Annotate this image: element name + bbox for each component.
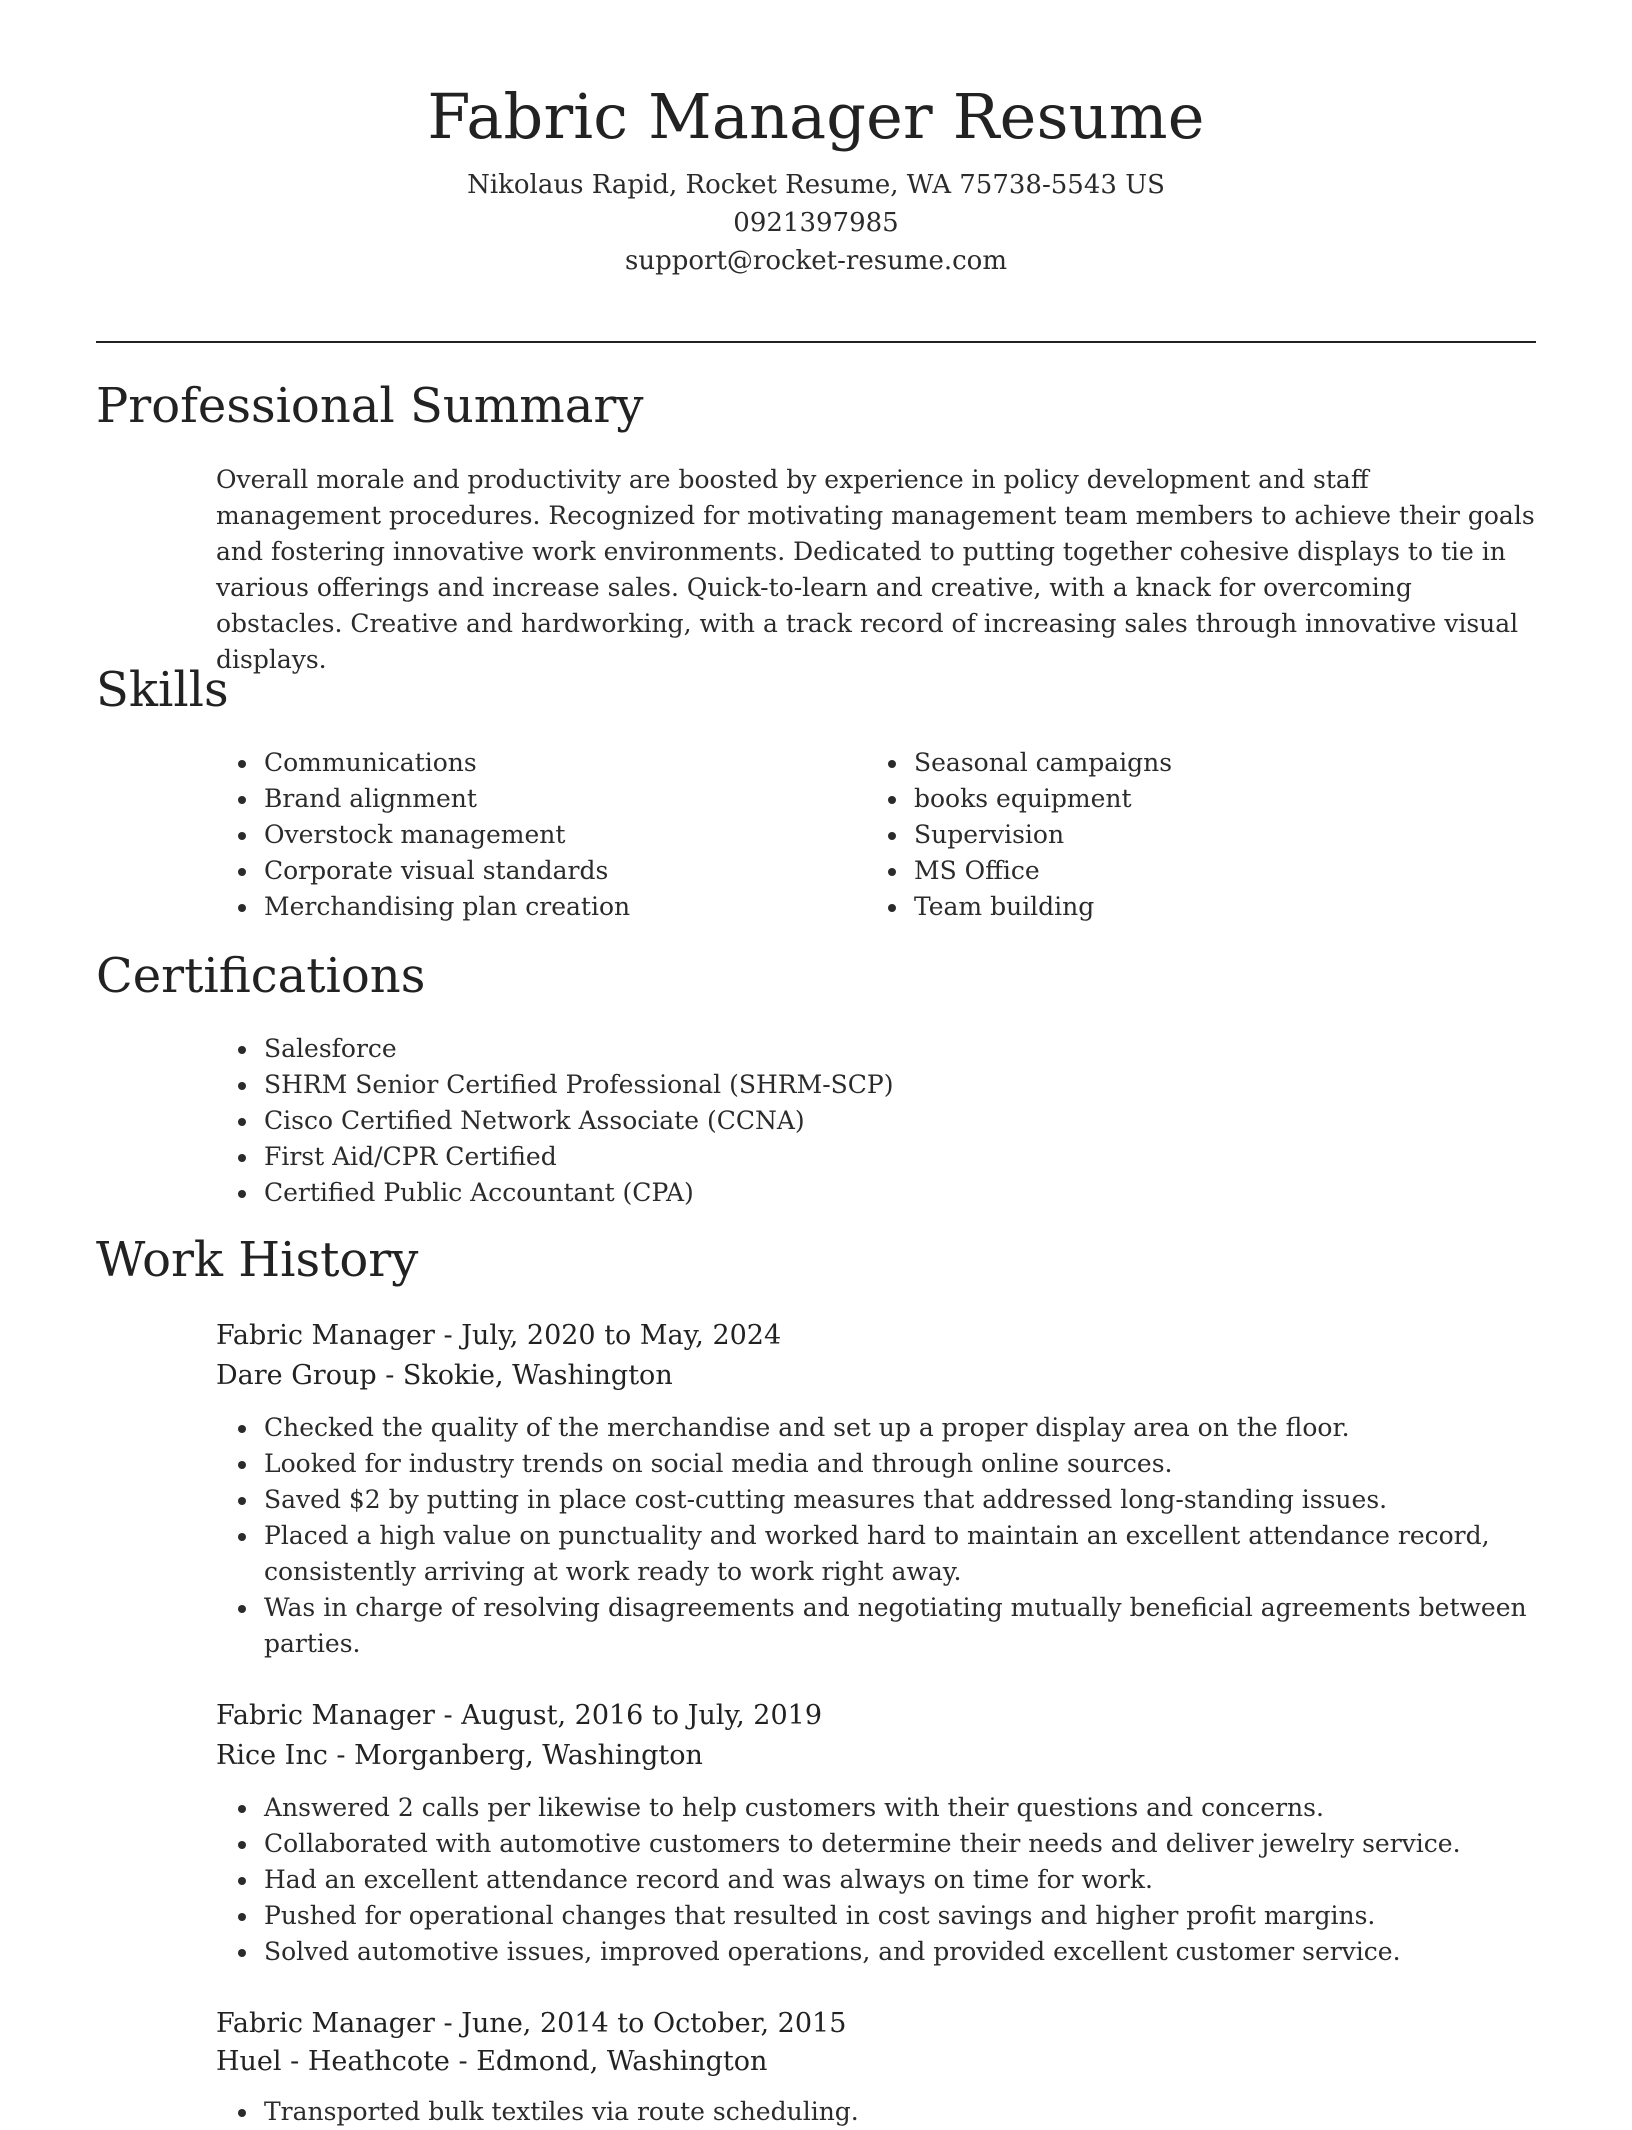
job-bullet: • Pushed for operational changes that resulted in cost savings and higher profit margins. (260, 1898, 1536, 1934)
skills-list-left (216, 745, 836, 925)
skill-item: • Corporate visual standards (260, 853, 836, 889)
job-bullet: • Solved automotive issues, improved operations, and provided excellent customer service. (260, 1934, 1536, 1970)
skill-item: • Seasonal campaigns (910, 745, 1486, 781)
skill-item: • Brand alignment (260, 781, 836, 817)
job-bullet: • Transported bulk textiles via route scheduling. (260, 2094, 1536, 2130)
skills-list-right (866, 745, 1486, 925)
skill-item: • MS Office (910, 853, 1486, 889)
certifications-heading: Certifications (96, 948, 426, 1004)
resume-header (0, 78, 1632, 280)
skill-item: • Supervision (910, 817, 1486, 853)
job-title-line: Fabric Manager - June, 2014 to October, 2015 (216, 2008, 847, 2039)
job-company-line: Huel - Heathcote - Edmond, Washington (216, 2046, 768, 2077)
certification-item: • Cisco Certified Network Associate (CCNA) (260, 1103, 1536, 1139)
job-title-line: Fabric Manager - July, 2020 to May, 2024 (216, 1320, 782, 1351)
job-bullet: • Placed a high value on punctuality and worked hard to maintain an excellent attendance record, consistently arriving at work ready to work right away. (260, 1518, 1536, 1590)
contact-email[interactable]: support@rocket-resume.com (624, 245, 1007, 276)
skill-item: • Overstock management (260, 817, 836, 853)
resume-title: Fabric Manager Resume (427, 80, 1205, 153)
job-title-line: Fabric Manager - August, 2016 to July, 2019 (216, 1700, 823, 1731)
skills-heading: Skills (96, 662, 229, 718)
job-bullet: • Was in charge of resolving disagreements and negotiating mutually beneficial agreements between parties. (260, 1590, 1536, 1662)
job-bullet: • Answered 2 calls per likewise to help customers with their questions and concerns. (260, 1790, 1536, 1826)
skill-item: • Team building (910, 889, 1486, 925)
certification-item: • Certified Public Accountant (CPA) (260, 1175, 1536, 1211)
summary-heading: Professional Summary (96, 378, 644, 434)
job-bullet: • Saved $2 by putting in place cost-cutting measures that addressed long-standing issues. (260, 1482, 1536, 1518)
certification-item: • Salesforce (260, 1031, 1536, 1067)
certification-item: • First Aid/CPR Certified (260, 1139, 1536, 1175)
contact-info (0, 166, 1632, 280)
skill-item: • Communications (260, 745, 836, 781)
summary-text: Overall morale and productivity are boosted by experience in policy development and staff management procedures. Recognized for motivating management team members to achieve their goals and fostering innovative work environments. Dedicated to putting together cohesive displays to tie in various offerings and increase sales. Quick-to-learn and creative, with a knack for overcoming obstacles. Creative and hardworking, with a track record of increasing sales through innovative visual displays. (216, 465, 1535, 674)
job-bullet-list (216, 1790, 1536, 1970)
contact-address: Nikolaus Rapid, Rocket Resume, WA 75738-5543 US (467, 169, 1165, 200)
job-company-line: Dare Group - Skokie, Washington (216, 1360, 673, 1391)
work-history-heading: Work History (96, 1232, 419, 1288)
skill-item: • Merchandising plan creation (260, 889, 836, 925)
skill-item: • books equipment (910, 781, 1486, 817)
job-bullet-list (216, 2094, 1536, 2130)
job-bullet: • Checked the quality of the merchandise and set up a proper display area on the floor. (260, 1410, 1536, 1446)
certification-item: • SHRM Senior Certified Professional (SHRM-SCP) (260, 1067, 1536, 1103)
job-bullet: • Collaborated with automotive customers to determine their needs and deliver jewelry service. (260, 1826, 1536, 1862)
contact-phone: 0921397985 (733, 207, 899, 238)
job-bullet: • Looked for industry trends on social media and through online sources. (260, 1446, 1536, 1482)
certifications-list (216, 1031, 1536, 1211)
job-bullet: • Had an excellent attendance record and was always on time for work. (260, 1862, 1536, 1898)
header-divider (96, 341, 1536, 343)
job-bullet-list (216, 1410, 1536, 1662)
job-company-line: Rice Inc - Morganberg, Washington (216, 1740, 703, 1771)
